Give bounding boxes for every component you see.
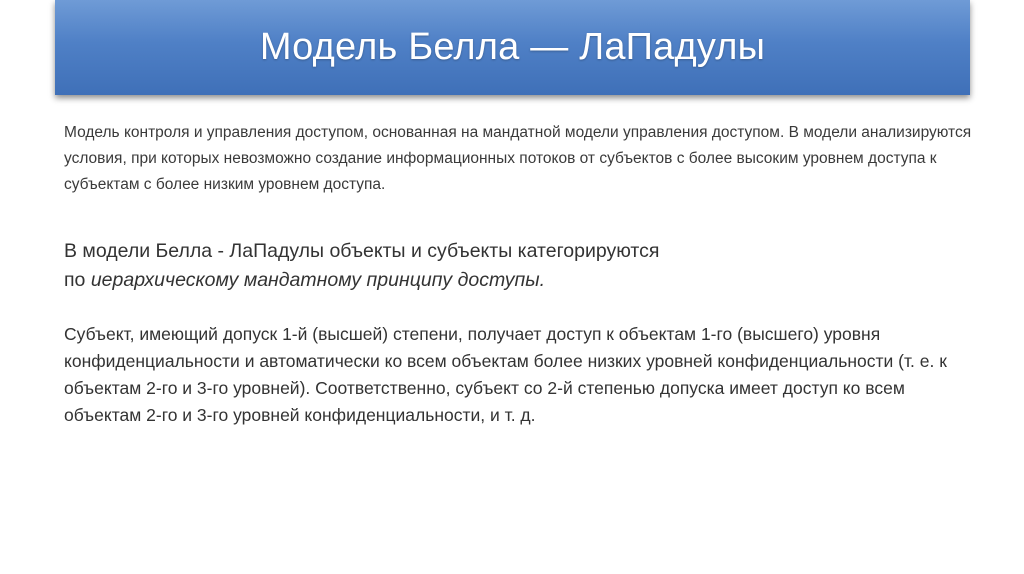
category-line-1: В модели Белла - ЛаПадулы объекты и субъекты категорируются: [64, 240, 660, 262]
intro-paragraph: Модель контроля и управления доступом, основанная на мандатной модели управления доступом. В модели анализируются условия, при которых невозможно создание информационных потоков от субъектов с более высоким уровнем доступа к субъектам с более низким уровнем доступа.: [64, 124, 972, 193]
title-banner: [55, 0, 970, 95]
slide-content: [64, 120, 974, 429]
category-paragraph: [64, 237, 974, 295]
slide-title: Модель Белла — ЛаПадулы: [259, 26, 766, 68]
category-line-2-prefix: по: [64, 269, 91, 291]
category-line-2-italic: иерархическому мандатному принципу доступы.: [90, 269, 546, 291]
access-paragraph: Субъект, имеющий допуск 1-й (высшей) степени, получает доступ к объектам 1-го (высшего) уровня конфиденциальности и автоматически ко всем объектам более низких уровней конфиденциальности (т. е. к объектам 2-го и 3-го уровней). Соответственно, субъект со 2-й степенью допуска имеет доступ ко всем объектам 2-го и 3-го уровней конфиденциальности, и т. д.: [64, 324, 947, 425]
